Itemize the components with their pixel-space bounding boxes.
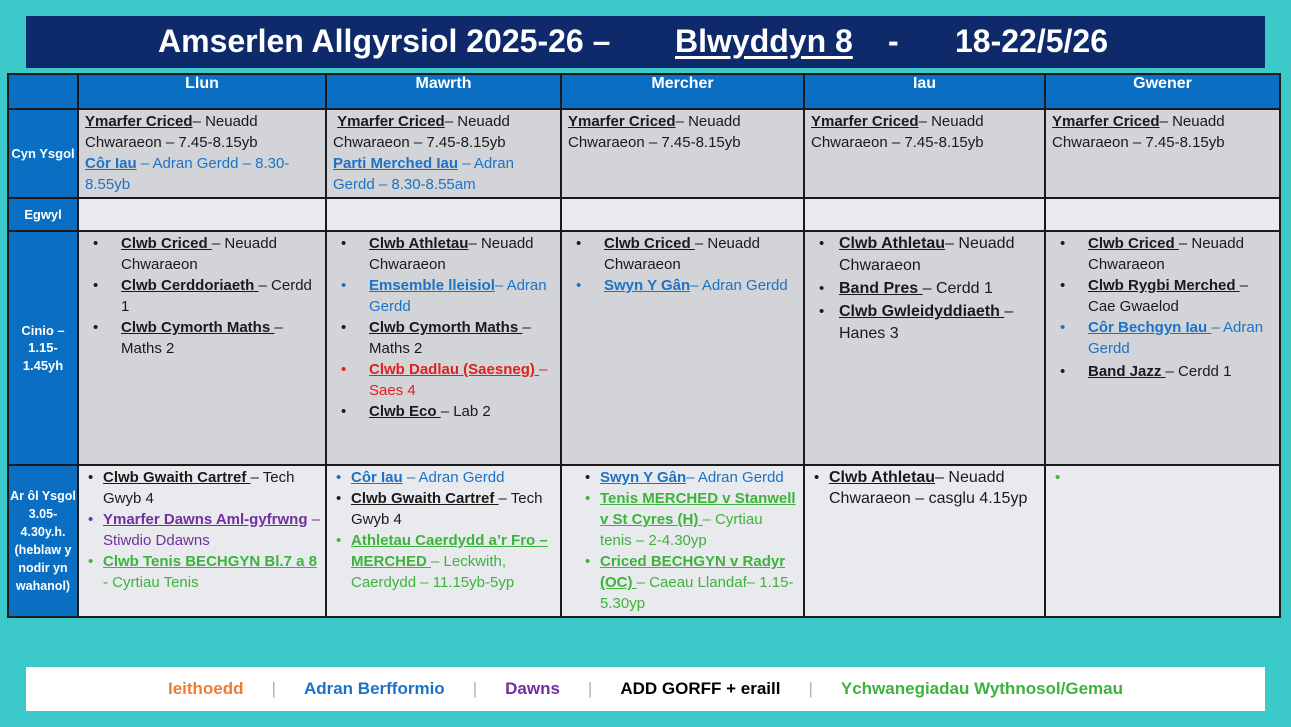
legend-adran-berfformio: Adran Berfformio xyxy=(303,679,445,698)
bullet: • xyxy=(819,303,825,320)
cell-cinio-iau xyxy=(804,231,1045,465)
bullet: • xyxy=(576,235,582,252)
bullet: • xyxy=(336,469,342,486)
list-item xyxy=(333,488,555,530)
activity-detail: – Cerdd 1 xyxy=(922,280,993,297)
list-item xyxy=(582,551,798,614)
row-ar-ol-ysgol xyxy=(8,465,1280,617)
bullet: • xyxy=(1060,277,1066,294)
activity-title: Clwb Gwaith Cartref xyxy=(351,490,499,507)
day-header-iau: Iau xyxy=(804,74,1045,109)
activity-title: Emsemble lleisiol xyxy=(369,277,495,294)
cell-egwyl-gwener xyxy=(1045,198,1280,231)
bullet: • xyxy=(93,277,99,294)
list-item xyxy=(333,317,555,359)
bullet: • xyxy=(814,469,820,486)
bullet: • xyxy=(819,280,825,297)
bullet: • xyxy=(1060,235,1066,252)
list-item xyxy=(333,359,555,401)
activity-title: Clwb Athletau xyxy=(829,469,936,486)
cell-cinio-llun xyxy=(78,231,326,465)
bullet: • xyxy=(88,511,94,528)
list-item xyxy=(85,509,320,551)
bullet: • xyxy=(585,490,591,507)
activity-detail: – Cae Gwaelod xyxy=(1088,277,1249,315)
timetable xyxy=(7,73,1281,618)
activity-title: Criced BECHGYN v Radyr (OC) xyxy=(600,553,786,591)
cell-egwyl-iau xyxy=(804,198,1045,231)
list-item xyxy=(85,467,320,509)
list-item xyxy=(568,275,798,296)
bullet: • xyxy=(1060,363,1066,380)
title-dash: - xyxy=(888,23,899,59)
activity-title: Côr Iau xyxy=(351,469,403,486)
list-item xyxy=(333,401,555,422)
row-cinio xyxy=(8,231,1280,465)
bullet: • xyxy=(341,361,347,378)
bullet: • xyxy=(341,403,347,420)
cell-cyn-iau xyxy=(804,109,1045,198)
list-item xyxy=(333,275,555,317)
day-header-llun: Llun xyxy=(78,74,326,109)
activity-title: Clwb Cerddoriaeth xyxy=(121,277,259,294)
cell-cinio-gwener xyxy=(1045,231,1280,465)
list-item xyxy=(811,233,1039,277)
list-item xyxy=(1052,361,1274,382)
activity-title: Clwb Gwleidyddiaeth xyxy=(839,303,1005,320)
cell-arol-gwener xyxy=(1045,465,1280,617)
activity-detail: – Neuadd Chwaraeon – 7.45-8.15yb xyxy=(811,113,984,151)
activity-detail: - Cyrtiau Tenis xyxy=(103,574,199,591)
legend-ieithoedd: Ieithoedd xyxy=(167,679,244,698)
activity-title: Clwb Criced xyxy=(1088,235,1179,252)
activity-title: Clwb Criced xyxy=(121,235,212,252)
activity-title: Band Pres xyxy=(839,280,923,297)
activity-title: Clwb Eco xyxy=(369,403,441,420)
activity-title: Band Jazz xyxy=(1088,363,1166,380)
legend-add-gorff: ADD GORFF + eraill xyxy=(620,679,781,698)
activity-title: Clwb Cymorth Maths xyxy=(369,319,523,336)
activity-title: Côr Bechgyn Iau xyxy=(1088,319,1212,336)
activity-title: Ymarfer Criced xyxy=(85,113,193,130)
activity-detail: – Stiwdio Ddawns xyxy=(103,511,321,549)
activity-detail: – Neuadd Chwaraeon – casglu 4.15yp xyxy=(829,469,1028,507)
activity-title: Ymarfer Criced xyxy=(1052,113,1160,130)
activity-detail: – Lab 2 xyxy=(440,403,491,420)
activity-detail: – Neuadd Chwaraeon xyxy=(121,235,277,273)
title-bar xyxy=(26,16,1265,68)
activity-title: Athletau Caerdydd a’r Fro – MERCHED xyxy=(351,532,548,570)
activity-title: Ymarfer Criced xyxy=(811,113,919,130)
legend-dawns: Dawns xyxy=(505,679,560,698)
activity-detail: – Neuadd Chwaraeon xyxy=(839,235,1015,274)
activity-detail: – Tech Gwyb 4 xyxy=(103,469,295,507)
legend-separator: | xyxy=(808,679,813,698)
list-item xyxy=(811,467,1039,509)
bullet: • xyxy=(341,277,347,294)
day-header-mawrth: Mawrth xyxy=(326,74,561,109)
list-item xyxy=(333,233,555,275)
cell-egwyl-mawrth xyxy=(326,198,561,231)
row-label-egwyl: Egwyl xyxy=(8,198,78,231)
activity-title: Côr Iau xyxy=(85,155,137,172)
bullet: • xyxy=(819,235,825,252)
activity-title: Parti Merched Iau xyxy=(333,155,459,172)
bullet: • xyxy=(341,319,347,336)
bullet: • xyxy=(585,553,591,570)
cell-egwyl-llun xyxy=(78,198,326,231)
row-cyn-ysgol xyxy=(8,109,1280,198)
bullet: • xyxy=(93,319,99,336)
activity-title: Clwb Rygbi Merched xyxy=(1088,277,1240,294)
list-item xyxy=(333,467,555,488)
activity-detail: – Adran Gerdd xyxy=(402,469,505,486)
list-item xyxy=(1052,275,1274,317)
year-group: Blwyddyn 8 xyxy=(675,23,853,59)
bullet: • xyxy=(336,532,342,549)
cell-egwyl-mercher xyxy=(561,198,804,231)
bullet: • xyxy=(93,235,99,252)
activity-detail: – Adran Gerdd xyxy=(690,277,788,294)
title-dates: 18-22/5/26 xyxy=(955,23,1109,59)
list-item xyxy=(568,233,798,275)
activity-detail: – Adran Gerdd – 8.30-8.55am xyxy=(333,155,514,193)
row-egwyl xyxy=(8,198,1280,231)
activity-detail: – Caeau Llandaf– 1.15-5.30yp xyxy=(600,574,794,612)
cell-cyn-llun xyxy=(78,109,326,198)
cell-arol-iau xyxy=(804,465,1045,617)
activity-detail: – Neuadd Chwaraeon xyxy=(604,235,760,273)
activity-detail: – Leckwith, Caerdydd – 11.15yb-5yp xyxy=(351,553,515,591)
row-label-cyn-ysgol: Cyn Ysgol xyxy=(8,109,78,198)
list-item xyxy=(811,278,1039,300)
day-header-gwener: Gwener xyxy=(1045,74,1280,109)
legend-separator: | xyxy=(472,679,478,698)
bullet: • xyxy=(88,553,94,570)
activity-title: Clwb Athletau xyxy=(839,235,946,252)
activity-detail: – Hanes 3 xyxy=(839,303,1014,342)
activity-detail: – Neuadd Chwaraeon – 7.45-8.15yb xyxy=(1052,113,1225,151)
activity-detail: – Saes 4 xyxy=(369,361,548,399)
cell-cyn-gwener xyxy=(1045,109,1280,198)
bullet: • xyxy=(341,235,347,252)
activity-detail: – Adran Gerdd xyxy=(1088,319,1264,357)
cell-arol-mawrth xyxy=(326,465,561,617)
list-item xyxy=(1052,317,1274,359)
cell-arol-mercher xyxy=(561,465,804,617)
activity-title: Ymarfer Criced xyxy=(337,113,445,130)
cell-cyn-mercher xyxy=(561,109,804,198)
title-text: Amserlen Allgyrsiol 2025-26 – xyxy=(158,23,611,59)
row-label-ar-ol-ysgol: Ar ôl Ysgol 3.05-4.30y.h. (heblaw y nodir yn wahanol) xyxy=(8,465,78,617)
activity-detail: – Neuadd Chwaraeon – 7.45-8.15yb xyxy=(568,113,741,151)
cell-arol-llun xyxy=(78,465,326,617)
cell-cyn-mawrth xyxy=(326,109,561,198)
activity-title: Ymarfer Dawns Aml-gyfrwng xyxy=(103,511,308,528)
list-item xyxy=(85,317,320,359)
activity-title: Tenis MERCHED v Stanwell v St Cyres (H) xyxy=(600,490,796,528)
activity-title: Ymarfer Criced xyxy=(568,113,676,130)
bullet: • xyxy=(88,469,94,486)
header-row xyxy=(8,74,1280,109)
activity-detail: – Neuadd Chwaraeon xyxy=(1088,235,1244,273)
activity-detail: – Neuadd Chwaraeon xyxy=(369,235,534,273)
activity-title: Clwb Cymorth Maths xyxy=(121,319,275,336)
activity-detail: – Cerdd 1 xyxy=(1165,363,1232,380)
cell-cinio-mawrth xyxy=(326,231,561,465)
bullet: • xyxy=(585,469,591,486)
activity-detail: – Maths 2 xyxy=(369,319,531,357)
row-label-cinio: Cinio – 1.15-1.45yh xyxy=(8,231,78,465)
day-header-mercher: Mercher xyxy=(561,74,804,109)
legend-ychwanegiadau: Ychwanegiadau Wythnosol/Gemau xyxy=(840,679,1124,698)
legend xyxy=(26,667,1265,711)
legend-separator: | xyxy=(271,679,276,698)
bullet: • xyxy=(1060,319,1066,336)
list-item xyxy=(811,301,1039,345)
legend-separator: | xyxy=(587,679,593,698)
list-item xyxy=(85,551,320,593)
activity-title: Clwb Tenis BECHGYN Bl.7 a 8 xyxy=(103,553,317,570)
activity-detail: – Adran Gerdd xyxy=(369,277,547,315)
bullet: • xyxy=(576,277,582,294)
list-item xyxy=(582,467,798,488)
list-item xyxy=(85,233,320,275)
list-item xyxy=(582,488,798,551)
bullet: • xyxy=(1055,469,1061,486)
activity-title: Swyn Y Gân xyxy=(600,469,687,486)
cell-cinio-mercher xyxy=(561,231,804,465)
activity-detail: – Neuadd Chwaraeon – 7.45-8.15yb xyxy=(85,113,258,151)
list-item xyxy=(333,530,555,593)
activity-detail: – Cerdd 1 xyxy=(121,277,312,315)
activity-title: Clwb Athletau xyxy=(369,235,469,252)
list-item xyxy=(1052,233,1274,275)
bullet: • xyxy=(336,490,342,507)
activity-detail: – Adran Gerdd xyxy=(686,469,784,486)
activity-title: Clwb Criced xyxy=(604,235,695,252)
activity-detail: – Tech Gwyb 4 xyxy=(351,490,543,528)
activity-detail: – Maths 2 xyxy=(121,319,283,357)
corner-cell xyxy=(8,74,78,109)
activity-detail: – Neuadd Chwaraeon – 7.45-8.15yb xyxy=(333,113,510,151)
activity-title: Swyn Y Gân xyxy=(604,277,691,294)
activity-title: Clwb Gwaith Cartref xyxy=(103,469,251,486)
list-item xyxy=(85,275,320,317)
activity-detail: – Cyrtiau tenis – 2-4.30yp xyxy=(600,511,763,549)
activity-detail: – Adran Gerdd – 8.30-8.55yb xyxy=(85,155,290,193)
activity-title: Clwb Dadlau (Saesneg) xyxy=(369,361,540,378)
